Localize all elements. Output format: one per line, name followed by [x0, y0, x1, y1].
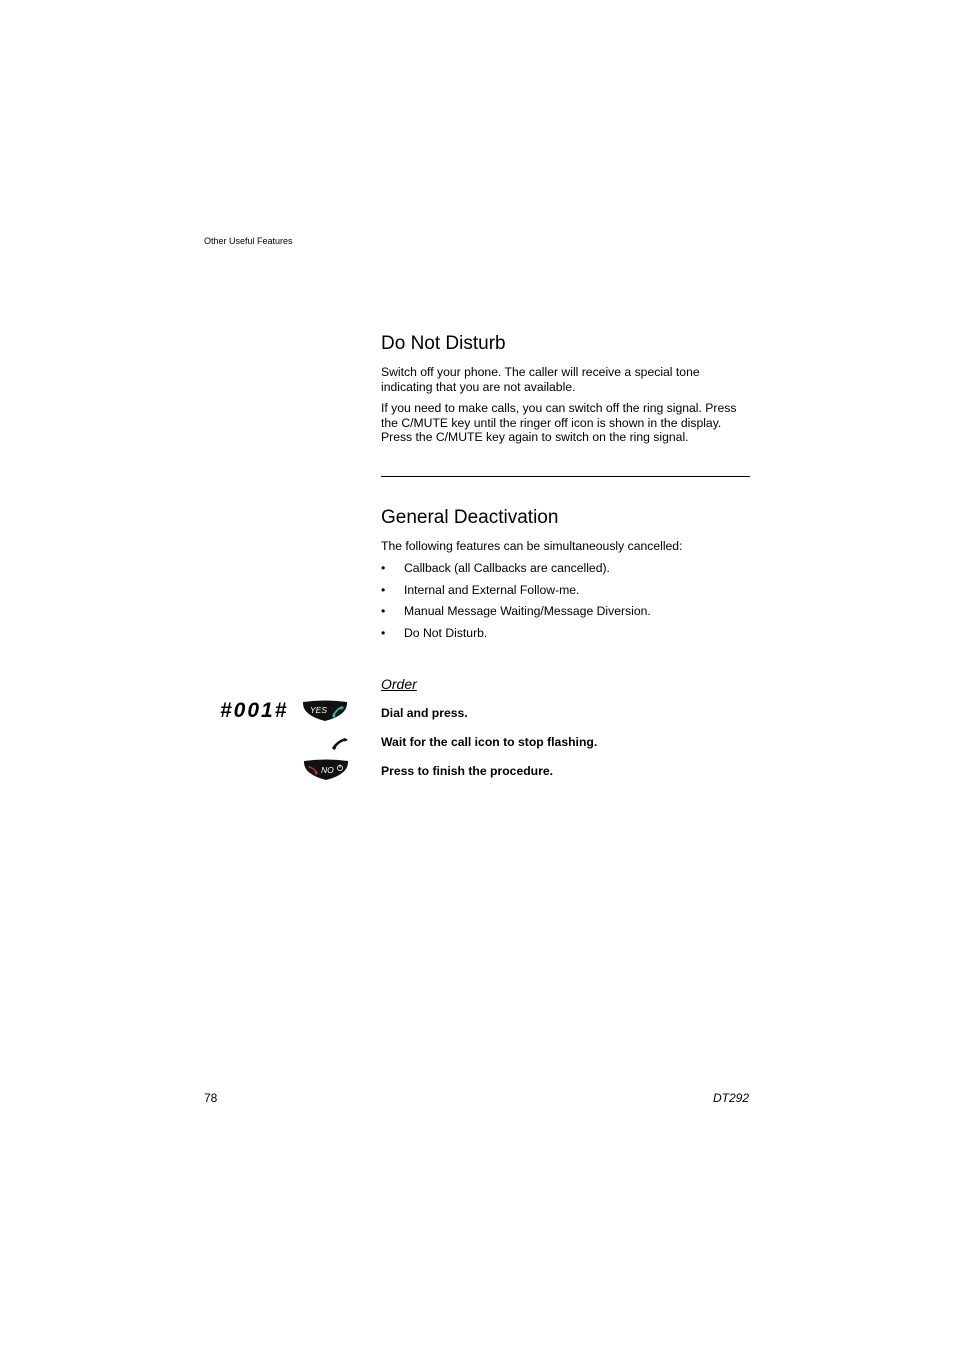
- step-wait-call-icon: Wait for the call icon to stop flashing.: [381, 735, 598, 749]
- step-finish-procedure: Press to finish the procedure.: [381, 764, 554, 778]
- dnd-paragraph-1: Switch off your phone. The caller will receive a special tone indicating that you are not available.: [381, 365, 700, 394]
- running-header: Other Useful Features: [204, 236, 293, 246]
- section-title-general-deactivation: General Deactivation: [381, 507, 559, 528]
- bullet-icon: •: [381, 561, 386, 575]
- no-key-icon: [302, 759, 350, 781]
- bullet-icon: •: [381, 604, 386, 618]
- svg-text:NO: NO: [321, 765, 334, 775]
- gd-intro: The following features can be simultaneously cancelled:: [381, 539, 683, 553]
- bullet-icon: •: [381, 626, 386, 640]
- dial-code: #001#: [220, 699, 289, 722]
- section-title-do-not-disturb: Do Not Disturb: [381, 333, 506, 354]
- order-heading: Order: [381, 676, 417, 692]
- page-number: 78: [204, 1091, 218, 1105]
- dnd-paragraph-2: If you need to make calls, you can switch off the ring signal. Press the C/MUTE key until the ringer off icon is shown in the display. Press the C/MUTE key again to switch on the ring signal.: [381, 401, 737, 445]
- svg-text:YES: YES: [310, 705, 328, 715]
- model-name: DT292: [712, 1091, 749, 1105]
- handset-icon: [330, 736, 350, 750]
- bullet-icon: •: [381, 583, 386, 597]
- section-divider: [381, 476, 750, 477]
- yes-key-icon: [301, 700, 349, 722]
- step-dial-and-press: Dial and press.: [381, 706, 468, 720]
